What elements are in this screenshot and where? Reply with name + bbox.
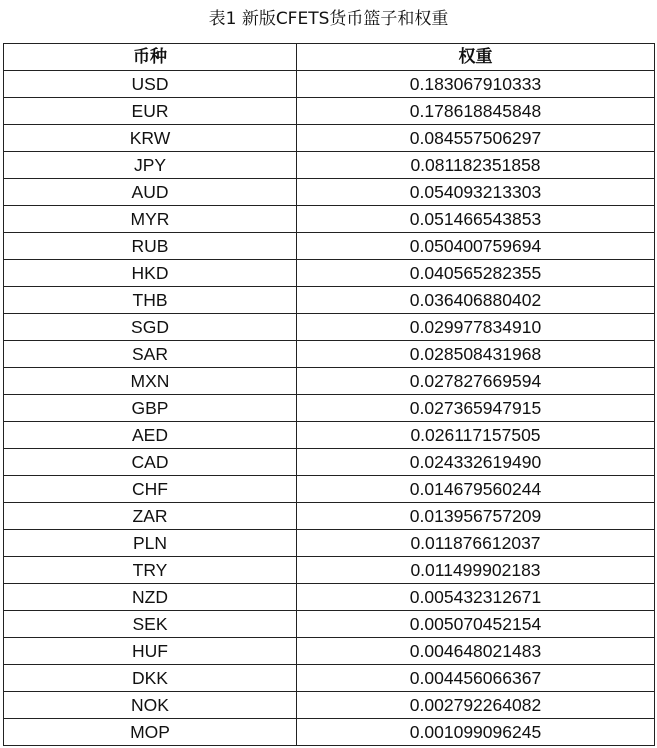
currency-code-cell: NOK [4, 692, 297, 719]
table-row [4, 503, 655, 530]
currency-code-cell: CAD [4, 449, 297, 476]
table-caption: 表1 新版CFETS货币篮子和权重 [208, 9, 449, 29]
weight-cell: 0.050400759694 [297, 233, 655, 260]
currency-code-cell: MOP [4, 719, 297, 746]
weight-cell: 0.014679560244 [297, 476, 655, 503]
currency-code-cell: NZD [4, 584, 297, 611]
table-row [4, 692, 655, 719]
weight-cell: 0.002792264082 [297, 692, 655, 719]
currency-code-cell: TRY [4, 557, 297, 584]
weight-cell: 0.024332619490 [297, 449, 655, 476]
table-row [4, 476, 655, 503]
table-row [4, 422, 655, 449]
table-row [4, 584, 655, 611]
weight-cell: 0.013956757209 [297, 503, 655, 530]
table-row [4, 719, 655, 746]
table-row [4, 287, 655, 314]
table-row [4, 449, 655, 476]
weight-cell: 0.178618845848 [297, 98, 655, 125]
table-row [4, 71, 655, 98]
currency-code-cell: SGD [4, 314, 297, 341]
weight-cell: 0.027827669594 [297, 368, 655, 395]
currency-code-cell: THB [4, 287, 297, 314]
weight-cell: 0.040565282355 [297, 260, 655, 287]
currency-code-cell: RUB [4, 233, 297, 260]
currency-code-cell: PLN [4, 530, 297, 557]
table-row [4, 368, 655, 395]
currency-code-cell: JPY [4, 152, 297, 179]
table-row [4, 260, 655, 287]
weight-cell: 0.029977834910 [297, 314, 655, 341]
currency-code-cell: AUD [4, 179, 297, 206]
table-row [4, 530, 655, 557]
weight-cell: 0.183067910333 [297, 71, 655, 98]
table-row [4, 611, 655, 638]
weight-cell: 0.026117157505 [297, 422, 655, 449]
table-row [4, 341, 655, 368]
currency-code-cell: MXN [4, 368, 297, 395]
currency-code-cell: SAR [4, 341, 297, 368]
weight-cell: 0.054093213303 [297, 179, 655, 206]
table-row [4, 206, 655, 233]
currency-code-cell: USD [4, 71, 297, 98]
weight-cell: 0.005432312671 [297, 584, 655, 611]
weight-cell: 0.051466543853 [297, 206, 655, 233]
table-body [4, 71, 655, 746]
currency-code-cell: SEK [4, 611, 297, 638]
header-currency: 币种 [4, 44, 297, 71]
weight-cell: 0.028508431968 [297, 341, 655, 368]
weight-cell: 0.004456066367 [297, 665, 655, 692]
currency-code-cell: DKK [4, 665, 297, 692]
weight-cell: 0.001099096245 [297, 719, 655, 746]
table-row [4, 557, 655, 584]
table-row [4, 638, 655, 665]
weight-cell: 0.004648021483 [297, 638, 655, 665]
table-row [4, 233, 655, 260]
weight-cell: 0.081182351858 [297, 152, 655, 179]
table-row [4, 98, 655, 125]
weight-cell: 0.084557506297 [297, 125, 655, 152]
currency-code-cell: KRW [4, 125, 297, 152]
weight-cell: 0.011499902183 [297, 557, 655, 584]
currency-code-cell: HUF [4, 638, 297, 665]
currency-weights-table [3, 43, 655, 746]
table-row [4, 314, 655, 341]
table-row [4, 179, 655, 206]
weight-cell: 0.005070452154 [297, 611, 655, 638]
currency-code-cell: HKD [4, 260, 297, 287]
weight-cell: 0.011876612037 [297, 530, 655, 557]
table-row [4, 152, 655, 179]
weight-cell: 0.036406880402 [297, 287, 655, 314]
currency-code-cell: AED [4, 422, 297, 449]
currency-code-cell: EUR [4, 98, 297, 125]
table-row [4, 665, 655, 692]
weight-cell: 0.027365947915 [297, 395, 655, 422]
currency-code-cell: GBP [4, 395, 297, 422]
currency-code-cell: MYR [4, 206, 297, 233]
header-weight: 权重 [297, 44, 655, 71]
table-header [4, 44, 655, 71]
table-row [4, 395, 655, 422]
currency-code-cell: CHF [4, 476, 297, 503]
currency-code-cell: ZAR [4, 503, 297, 530]
header-row [4, 44, 655, 71]
table-row [4, 125, 655, 152]
